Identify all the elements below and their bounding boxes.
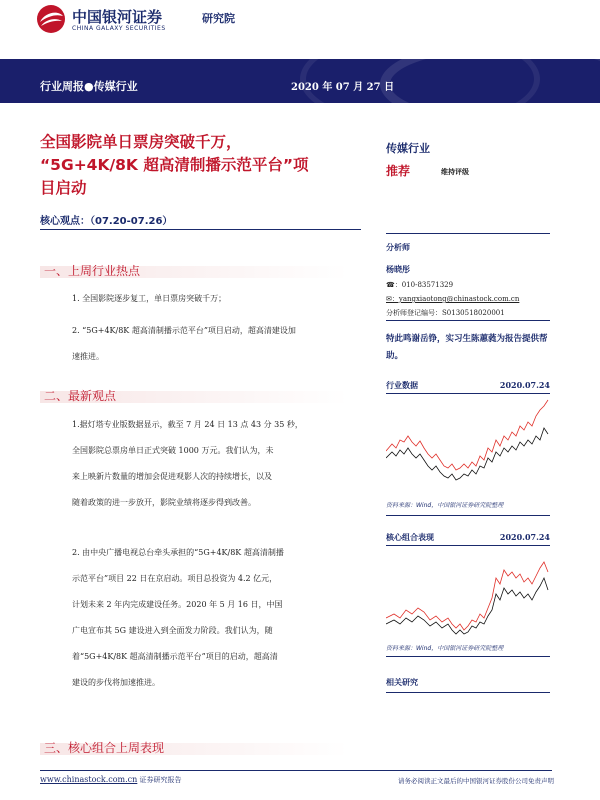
industry-data-date: 2020.07.24 <box>499 380 550 390</box>
acknowledgement: 特此鸣谢岳铮，实习生陈蕙蕤为报告提供帮助。 <box>386 334 548 361</box>
paragraph-line: 全国影院总票房单日正式突破 1000 万元。我们认为，未 <box>72 446 274 455</box>
paragraph-line: 广电宣布其 5G 建设进入到全面发力阶段。我们认为，随 <box>72 626 273 635</box>
divider <box>386 692 550 693</box>
paragraph-line: 随着政策的进一步放开，影院业绩将逐步得到改善。 <box>72 498 256 507</box>
rating-recommend: 推荐 <box>386 164 411 178</box>
analyst-name: 杨晓彤 <box>386 264 410 274</box>
footer-disclaimer: 请务必阅读正文最后的中国银河证券股份公司免责声明 <box>398 777 554 785</box>
industry-name: 传媒行业 <box>386 142 430 155</box>
footer-url[interactable]: www.chinastock.com.cn <box>40 775 138 784</box>
core-view-heading: 核心观点：（07.20-07.26） <box>40 216 173 227</box>
paragraph-line: 示范平台”项目 22 日在京启动。项目总投资为 4.2 亿元， <box>72 574 278 583</box>
analyst-label: 分析师 <box>386 243 410 252</box>
analyst-phone: ☎：010-83571329 <box>386 281 454 289</box>
logo-cn-text: 中国银河证券 <box>72 8 163 26</box>
paragraph <box>72 412 354 516</box>
rating-status: 维持评级 <box>441 168 469 176</box>
analyst-email[interactable]: ✉：yangxiaotong@chinastock.com.cn <box>386 295 520 303</box>
industry-data-header <box>386 380 550 394</box>
title-line: 目启动 <box>40 179 87 197</box>
paragraph-line: 建设的步伐将加速推进。 <box>72 678 160 687</box>
paragraph-line: 2. 由中央广播电视总台牵头承担的“5G+4K/8K 超高清制播 <box>72 548 284 557</box>
company-logo <box>36 4 235 36</box>
galaxy-logo-icon <box>36 4 66 34</box>
paragraph-line: 1. 全国影院逐步复工，单日票房突破千万； <box>72 294 227 303</box>
section-heading: 一、上周行业热点 <box>44 264 141 278</box>
footer-left-suffix: 证券研究报告 <box>137 776 182 784</box>
paragraph <box>72 286 354 312</box>
portfolio-label: 核心组合表现 <box>386 533 434 542</box>
related-research-label: 相关研究 <box>386 678 418 687</box>
paragraph-line: 1.据灯塔专业版数据显示，截至 7 月 24 日 13 点 43 分 35 秒， <box>72 420 303 429</box>
logo-en-text: CHINA GALAXY SECURITIES <box>72 25 166 32</box>
paragraph-line: 着“5G+4K/8K 超高清制播示范平台”项目的启动，超高清 <box>72 652 278 661</box>
paragraph-line: 计划未来 2 年内完成建设任务。2020 年 5 月 16 日，中国 <box>72 600 283 609</box>
report-date: 2020 年 07 月 27 日 <box>291 82 395 93</box>
footer-divider <box>40 770 552 771</box>
divider <box>386 515 550 516</box>
chart-source: 资料来源：Wind，中国银河证券研究院整理 <box>386 502 504 509</box>
paragraph-line: 2. “5G+4K/8K 超高清制播示范平台”项目启动，超高清建设加 <box>72 326 296 335</box>
institute-label: 研究院 <box>202 12 235 25</box>
section-heading: 三、核心组合上周表现 <box>44 741 165 755</box>
section-heading: 二、最新观点 <box>44 389 117 403</box>
report-type-tag: 行业周报●传媒行业 <box>40 80 138 93</box>
paragraph-line: 速推进。 <box>72 352 104 361</box>
divider <box>386 393 550 394</box>
title-line: 全国影院单日票房突破千万， <box>40 133 242 151</box>
divider <box>386 545 550 546</box>
industry-data-chart <box>386 396 550 488</box>
paragraph <box>72 540 354 696</box>
divider <box>40 229 361 230</box>
divider <box>386 233 550 234</box>
footer-left <box>40 775 182 785</box>
chart-series-red <box>386 562 548 630</box>
chart-series-black <box>386 428 548 480</box>
paragraph <box>72 318 354 370</box>
paragraph-line: 来上映新片数量的增加会促进观影人次的持续增长，以及 <box>72 472 272 481</box>
title-line: “5G+4K/8K 超高清制播示范平台”项 <box>40 156 309 174</box>
industry-data-label: 行业数据 <box>386 381 418 390</box>
report-title <box>40 131 370 200</box>
chart-source: 资料来源：Wind，中国银河证券研究院整理 <box>386 645 504 652</box>
analyst-cert: 分析师登记编号：S0130518020001 <box>386 309 505 317</box>
portfolio-date: 2020.07.24 <box>499 532 550 542</box>
divider <box>386 656 550 657</box>
header-banner <box>0 59 600 103</box>
portfolio-chart <box>386 548 550 640</box>
chart-series-red <box>386 400 548 470</box>
portfolio-header <box>386 532 550 546</box>
divider <box>386 320 550 321</box>
chart-series-black <box>386 578 548 634</box>
